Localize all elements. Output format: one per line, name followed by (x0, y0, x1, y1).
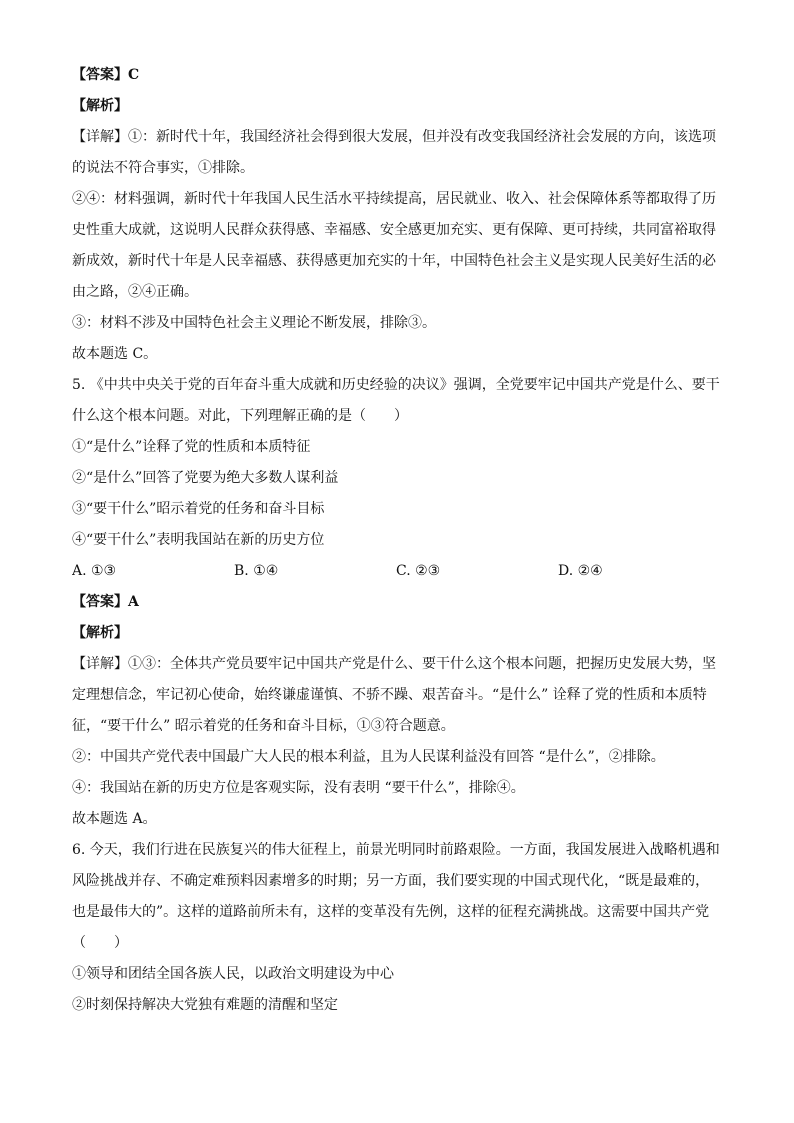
q5-detail-line: 征，“要干什么” 昭示着党的任务和奋斗目标，①③符合题意。 (72, 718, 455, 734)
q4-detail-line: 新成效，新时代十年是人民幸福感、获得感更加充实的十年，中国特色社会主义是实现人民美好生活的必 (72, 253, 716, 269)
q4-answer: 【答案】C (72, 67, 140, 83)
q5-item: ③“要干什么”昭示着党的任务和奋斗目标 (72, 501, 325, 517)
q5-option-d: D. ②④ (558, 563, 603, 579)
q5-detail-line: 【详解】①③：全体共产党员要牢记中国共产党是什么、要干什么这个根本问题，把握历史发展大势，坚 (72, 656, 716, 672)
q6-item: ②时刻保持解决大党独有难题的清醒和坚定 (72, 997, 338, 1013)
q5-detail-line: 定理想信念，牢记初心使命，始终谦虚谨慎、不骄不躁、艰苦奋斗。“是什么” 诠释了党的性质和本质特 (72, 687, 707, 703)
q5-item: ④“要干什么”表明我国站在新的历史方位 (72, 532, 325, 548)
q4-detail-line: 由之路，②④正确。 (72, 284, 198, 300)
document-page (72, 60, 732, 1021)
q4-detail-line: 【详解】①：新时代十年，我国经济社会得到很大发展，但并没有改变我国经济社会发展的方向，该选项 (72, 129, 716, 145)
q6-stem-line: 风险挑战并存、不确定难预料因素增多的时期；另一方面，我们要实现的中国式现代化，“既是最难的， (72, 873, 710, 889)
q5-item: ①“是什么”诠释了党的性质和本质特征 (72, 439, 311, 455)
q5-analysis-label: 【解析】 (72, 625, 128, 641)
q4-analysis-label: 【解析】 (72, 98, 128, 114)
q5-stem-line: 什么这个根本问题。对此，下列理解正确的是（ ） (72, 408, 408, 424)
q5-detail-line: ④：我国站在新的历史方位是客观实际，没有表明 “要干什么”，排除④。 (72, 780, 525, 796)
q5-option-c: C. ②③ (396, 563, 441, 579)
q4-detail-line: 史性重大成就，这说明人民群众获得感、幸福感、安全感更加充实、更有保障、更可持续，共同富裕取得 (72, 222, 716, 238)
q6-item: ①领导和团结全国各族人民，以政治文明建设为中心 (72, 966, 394, 982)
q6-stem-line: 也是最伟大的”。这样的道路前所未有，这样的变革没有先例，这样的征程充满挑战。这需要中国共产党 (72, 904, 710, 920)
q4-conclusion: 故本题选 C。 (72, 346, 158, 362)
q4-detail-line: 的说法不符合事实，①排除。 (72, 160, 254, 176)
q4-detail-line: ②④：材料强调，新时代十年我国人民生活水平持续提高，居民就业、收入、社会保障体系等都取得了历 (72, 191, 716, 207)
q5-item: ②“是什么”回答了党要为绝大多数人谋利益 (72, 470, 339, 486)
q5-option-b: B. ①④ (234, 563, 279, 579)
q5-stem-line: 5. 《中共中央关于党的百年奋斗重大成就和历史经验的决议》强调，全党要牢记中国共产党是什么、要干 (72, 377, 720, 393)
q5-options (72, 556, 732, 587)
q5-option-a: A. ①③ (72, 563, 117, 579)
q5-conclusion: 故本题选 A。 (72, 811, 157, 827)
q5-answer: 【答案】A (72, 594, 139, 610)
q4-detail-line: ③：材料不涉及中国特色社会主义理论不断发展，排除③。 (72, 315, 436, 331)
q6-stem-line: （ ） (72, 935, 128, 951)
q6-stem-line: 6. 今天，我们行进在民族复兴的伟大征程上，前景光明同时前路艰险。一方面，我国发展进入战略机遇和 (72, 842, 720, 858)
q5-detail-line: ②：中国共产党代表中国最广大人民的根本利益，且为人民谋利益没有回答 “是什么”，②排除。 (72, 749, 665, 765)
